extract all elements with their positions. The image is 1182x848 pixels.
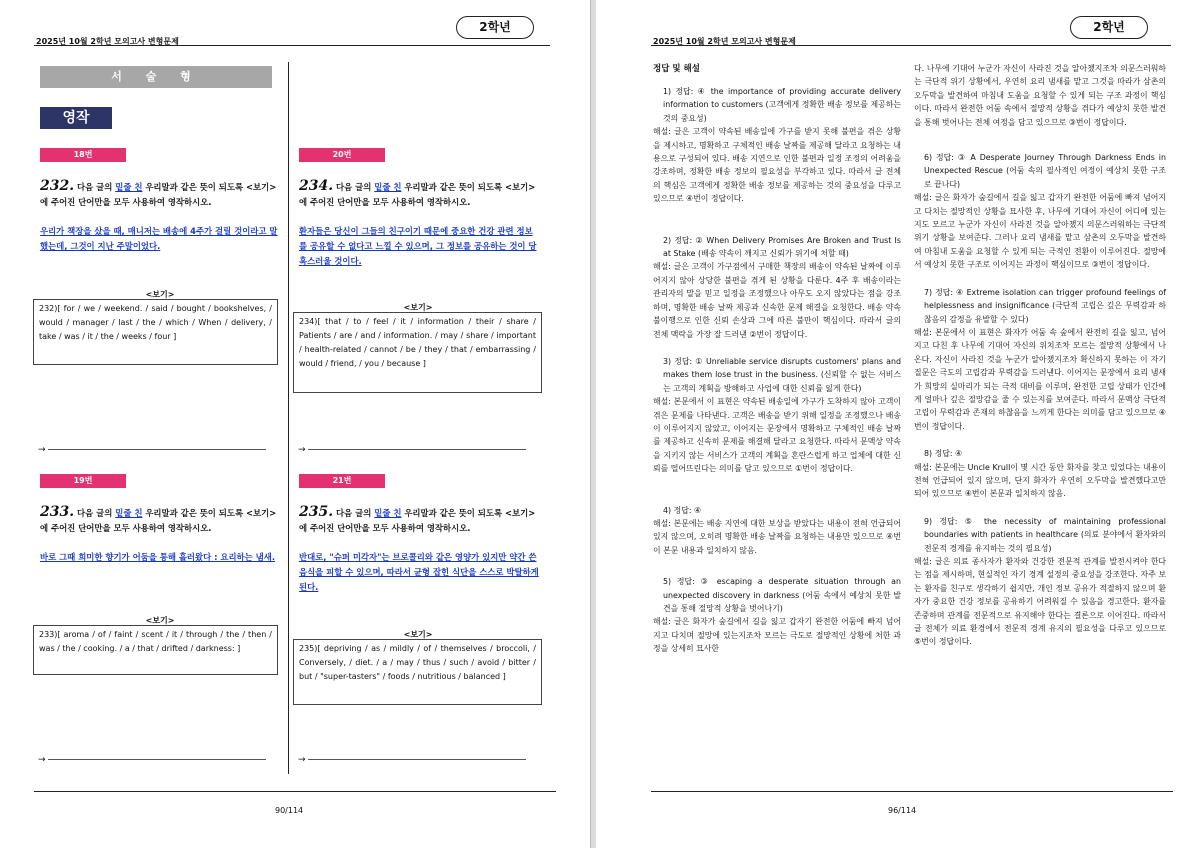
korean-passage: 반대로, "슈퍼 미각자"는 브로콜리와 같은 영양가 있지만 약간 쓴 음식을 피할 수 있으며, 따라서 균형 잡힌 식단을 스스로 박탈하게 된다. [299, 552, 539, 592]
question-235 [299, 474, 539, 595]
word-box: 234)[ that / to / feel / it / information / their / share / Patients / are / and / information. / may / share / important / health-related / cannot / be / they / that / embarrassing / would / friend, / you / because ] [293, 312, 542, 393]
question-232 [40, 148, 278, 254]
question-number: 235. [299, 504, 334, 520]
question-number: 234. [299, 178, 334, 194]
question-prompt: 232. 다음 글의 밑줄 친 우리말과 같은 뜻이 되도록 <보기>에 주어진 단어만을 모두 사용하여 영작하시오. [40, 178, 277, 207]
answer-title: 정답 및 해설 [653, 64, 700, 74]
header-rule [651, 45, 1171, 46]
question-234 [299, 148, 539, 269]
page-number: 90/114 [275, 806, 304, 815]
korean-passage: 바로 그때 희미한 향기가 어둠을 통해 흘러왔다 : 요리하는 냄새. [40, 552, 276, 562]
box-label: <보기> [403, 303, 433, 312]
answer-item-4: 4) 정답: ④ 해설: 본문에는 배송 지연에 대한 보상을 받았다는 내용이 전혀 언급되어 있지 않으며, 오히려 명확한 배송 날짜를 요청하는 내용만 있으므로 ④번이 본문 내용과 일치하지 않음. [653, 505, 901, 555]
question-prompt: 233. 다음 글의 밑줄 친 우리말과 같은 뜻이 되도록 <보기>에 주어진 단어만을 모두 사용하여 영작하시오. [40, 504, 277, 533]
answer-item-1: 1) 정답: ④ the importance of providing accurate delivery information to customers (고객에게 정확한 배송 정보를 제공하는 것의 중요성) 해설: 글은 고객이 약속된 배송일에 가구를 받지 못해 불편을 겪은 상황을 제시하고, 명확하고 구체적인 배송 날짜를 제공해 달라고 요청하는 내용으로 구성되어 있다. 배송 지연으로 인한 불편과 일정 조정의 어려움을 강조하며, 정확한 배송 정보의 필요성을 부각하고 있다. 따라서 글 전체의 핵심은 고객에게 정확한 배송 정보를 제공하는 것의 중요성을 다루고 있으므로 ④번이 정답이다. [653, 87, 901, 204]
answer-line: → [298, 755, 526, 765]
answer-item-6: 6) 정답: ③ A Desperate Journey Through Darkness Ends in Unexpected Rescue (어둠 속의 필사적인 여정이 예상치 못한 구조로 끝나다) 해설: 글은 화자가 숲길에서 길을 잃고 갑자기 완전한 어둠에 빠져 넘어지고 다치는 절망적인 상황을 묘사한 후, 나무에 기대어 자신이 어디에 있는지도 모르고 누군가 자신이 사라진 것을 알아챘지 의문스러워하는 극단적 위기 상황을 보여준다. 그러나 요리 냄새를 맡고 삼촌의 오두막을 발견하여 마침내 도움을 요청할 수 있게 되는 극적인 전환이 이루어진다. 절망에서 예상치 못한 구조로 이어지는 과정이 핵심이므로 ③번이 정답이다. [914, 153, 1166, 270]
answer-right-column [914, 62, 1166, 649]
question-tag: 19번 [40, 474, 126, 488]
question-tag: 18번 [40, 148, 126, 162]
answer-item-8: 8) 정답: ④ 해설: 본문에는 Uncle Krull이 몇 시간 동안 화자를 찾고 있었다는 내용이 전혀 언급되어 있지 않으며, 단지 화자가 우연히 오두막을 발견했다고만 되어 있으므로 ④번이 본문과 일치하지 않음. [914, 449, 1166, 499]
question-prompt: 234. 다음 글의 밑줄 친 우리말과 같은 뜻이 되도록 <보기>에 주어진 단어만을 모두 사용하여 영작하시오. [299, 178, 536, 207]
question-tag: 21번 [299, 474, 385, 488]
footer-rule [34, 791, 556, 792]
page-header: 2025년 10월 2학년 모의고사 변형문제 [653, 37, 796, 46]
page-header: 2025년 10월 2학년 모의고사 변형문제 [36, 37, 179, 46]
answer-item-7: 7) 정답: ④ Extreme isolation can trigger profound feelings of helplessness and insignificance (극단적 고립은 깊은 무력감과 하찮음의 감정을 유발할 수 있다) 해설: 본문에서 이 표현은 화자가 어둠 속 숲에서 완전히 길을 잃고, 넘어지고 다친 후 나무에 기대어 자신의 위치조차 모르는 절망적 상황에서 나온다. 자신이 사라진 것을 누군가 알아챘지조차 확신하지 못하는 이 자기 질문은 극도의 고립감과 무력감을 드러낸다. 이어지는 문장에서 요리 냄새가 희망의 실마리가 되는 극적 대비를 이루며, 완전한 고립 상태가 인간에게 얼마나 깊은 절망감을 줄 수 있는지를 보여준다. 따라서 문맥상 극단적 고립이 무력감과 존재의 하찮음을 느끼게 한다는 의미를 담고 있으므로 ④번이 정답이다. [914, 287, 1166, 431]
answer-item-2: 2) 정답: ② When Delivery Promises Are Broken and Trust Is at Stake (배송 약속이 깨지고 신뢰가 위기에 처할 때) 해설: 글은 고객이 가구점에서 구매한 책장의 배송이 약속된 날짜에 이루어지지 않아 상당한 불편을 겪게 된 상황을 다룬다. 4주 후 배송이라는 관리자의 말을 믿고 일정을 조정했으나 아무도 오지 않았다는 점을 강조하며, 명확한 배송 날짜 제공과 신속한 문제 해결을 요청한다. 배송 약속 불이행으로 인한 신뢰 손상과 그에 따른 불만이 핵심이다. 따라서 글의 전체 맥락을 가장 잘 드러낸 ②번이 정답이다. [653, 235, 901, 339]
question-prompt: 235. 다음 글의 밑줄 친 우리말과 같은 뜻이 되도록 <보기>에 주어진 단어만을 모두 사용하여 영작하시오. [299, 504, 536, 533]
answer-item-9: 9) 정답: ⑤ the necessity of maintaining professional boundaries with patients in healthcare (의료 분야에서 환자와의 전문적 경계를 유지하는 것의 필요성) 해설: 글은 의료 종사자가 환자와 건강한 전문적 관계를 발전시켜야 한다는 점을 제시하며, 현실적인 자기 경계 설정의 중요성을 강조한다. 자주 보는 환자를 친구로 생각하기 쉽지만, 개인 정보 공유가 적절하지 않으며 환자가 중요한 건강 정보를 공유하기 어려워질 수 있음을 경고한다. 환자를 존중하며 관계를 전문적으로 유지해야 한다는 결론으로 이어진다. 따라서 글 전체가 의료 환경에서 전문적 경계 유지의 필요성을 다루고 있으므로 ⑤번이 정답이다. [914, 516, 1166, 647]
column-divider [288, 62, 289, 774]
header-rule [34, 45, 550, 46]
page-number: 96/114 [888, 806, 917, 815]
right-page [596, 0, 1182, 848]
answer-line: → [38, 445, 266, 455]
question-number: 233. [40, 504, 75, 520]
answer-line: → [38, 755, 266, 765]
section-bar: 서 술 형 [40, 66, 272, 88]
answer-left-column [653, 62, 901, 656]
answer-item-3: 3) 정답: ① Unreliable service disrupts customers' plans and makes them lose trust in the business. (신뢰할 수 없는 서비스는 고객의 계획을 방해하고 사업에 대한 신뢰를 잃게 한다) 해설: 본문에서 이 표현은 약속된 배송일에 가구가 도착하지 않아 고객이 겪은 문제를 나타낸다. 고객은 배송을 받기 위해 일정을 조정했으나 배송이 이루어지지 않았고, 이어지는 문장에서 명확하고 구체적인 배송 날짜를 제공하고 신속히 문제를 해결해 달라고 요청한다. 따라서 문맥상 약속을 지키지 않는 서비스가 고객의 계획을 혼란스럽게 하고 업체에 대한 신뢰를 떨어뜨린다는 의미를 담고 있으므로 ①번이 정답이다. [653, 356, 901, 474]
word-box: 235)[ depriving / as / mildly / of / themselves / broccoli, / Conversely, / diet. / a / may / thus / such / avoid / bitter / but / "super-tasters" / foods / nutritious / balanced ] [293, 639, 542, 705]
answer-item-5: 5) 정답: ③ escaping a desperate situation through an unexpected discovery in darkness (어둠 속에서 예상치 못한 발견을 통해 절망적 상황을 벗어나기) 해설: 글은 화자가 숲길에서 길을 잃고 갑자기 완전한 어둠에 빠져 넘어지고 다치며 절망에 있는지조차 모르는 극도로 절망적인 상황에 처한 과정을 상세히 묘사한 [653, 577, 901, 654]
grade-badge: 2학년 [456, 16, 534, 39]
korean-passage: 환자들은 당신이 그들의 친구이기 때문에 중요한 건강 관련 정보를 공유할 수 없다고 느낄 수 있으며, 그 정보를 공유하는 것이 당혹스러울 것이다. [299, 226, 537, 266]
grade-badge: 2학년 [1070, 16, 1148, 39]
question-number: 232. [40, 178, 75, 194]
category-box: 영작 [40, 107, 112, 129]
box-label: <보기> [145, 290, 175, 299]
answer-line: → [298, 445, 526, 455]
box-label: <보기> [145, 616, 175, 625]
answer-item-5-continued: 다. 나무에 기대어 누군가 자신이 사라진 것을 알아챘지조차 의문스러워하는 극단적 위기 상황에서, 우연히 요리 냄새를 맡고 그것을 따라가 삼촌의 오두막을 발견하여 마침내 도움을 요청할 수 있게 되는 구조 과정이 핵심이다. 따라서 완전한 어둠 속에서 절망적 상황을 겪다가 예상치 못한 발견을 통해 벗어나는 전체 여정을 담고 있으므로 ③번이 정답이다. [914, 64, 1166, 127]
question-233 [40, 474, 278, 565]
question-tag: 20번 [299, 148, 385, 162]
korean-passage: 우리가 책장을 샀을 때, 매니저는 배송에 4주가 걸릴 것이라고 말했는데, 그것이 지난 주말이었다. [40, 226, 278, 251]
word-box: 232)[ for / we / weekend. / said / bought / bookshelves, / would / manager / last / the / which / When / delivery, / take / was / it / the / weeks / four ] [33, 299, 278, 365]
box-label: <보기> [403, 630, 433, 639]
word-box: 233)[ aroma / of / faint / scent / it / through / the / then / was / the / cooking. / a / that / drifted / darkness: ] [33, 625, 278, 675]
footer-rule [651, 791, 1173, 792]
